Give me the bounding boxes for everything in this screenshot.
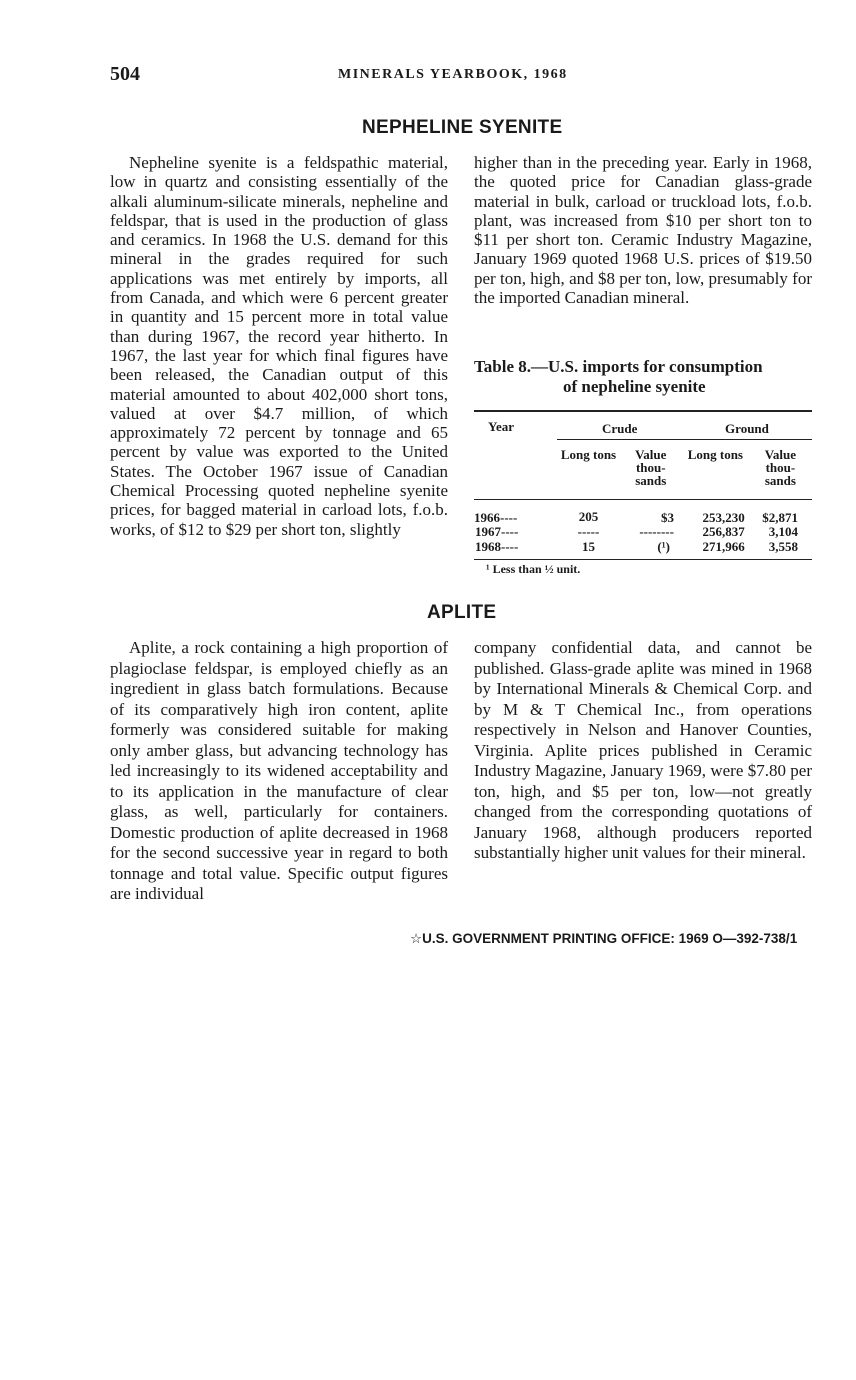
aplite-left-column: [110, 638, 448, 905]
header-crude: Crude: [557, 411, 682, 440]
cell-crude-tons: 205: [578, 509, 599, 524]
aplite-paragraph-continued: company confidential data, and cannot be published. Glass-grade aplite was mined in 1968 by International Minerals & Chemical Corp. and by M & T Chemical Inc., from operations respectively in Nelson and Hanover Counties, Virginia. Aplite prices published in Ceramic Industry Magazine, January 1969, were $7.80 per ton, high, and $5 per ton, low—not greatly changed from the corresponding quotations of January 1968, although producers reported substantially higher unit values for their mineral.: [474, 638, 812, 862]
cell-crude-value: $3: [660, 509, 674, 525]
header-ground: Ground: [682, 411, 812, 440]
header-crude-value: Value thou- sands: [635, 447, 667, 488]
printing-office-imprint: ☆U.S. GOVERNMENT PRINTING OFFICE: 1969 O—392-738/1: [410, 931, 798, 946]
cell-ground-tons: 271,966: [702, 538, 745, 554]
nepheline-paragraph-1: Nepheline syenite is a feldspathic material, low in quartz and consisting essentially of the alkali aluminum-silicate minerals, nepheline and feldspar, that is used in the production of glass and ceramics. In 1968 the U.S. demand for this mineral in the grades required for such applications was met entirely by imports, all from Canada, and which were 6 percent greater in quantity and 15 percent more in total value than during 1967, the record year hitherto. In 1967, the last year for which final figures have been released, the Canadian output of this material amounted to about 402,000 short tons, valued at over $4.7 million, of which approximately 72 percent by tonnage and 65 percent by value was exported to the United States. The October 1967 issue of Canadian Chemical Processing quoted nepheline syenite prices, for bagged material in carload lots, f.o.b. works, of $12 to $29 per short ton, slightly: [110, 153, 448, 539]
table-title: [474, 357, 812, 397]
header-crude-long-tons: Long tons: [560, 447, 617, 462]
cell-year: 1967----: [475, 524, 519, 539]
cell-crude-value: (¹): [657, 538, 670, 554]
cell-crude-tons: -----: [577, 524, 600, 539]
table-row: [474, 539, 812, 560]
cell-ground-tons: 253,230: [702, 509, 745, 525]
aplite-right-column: [474, 638, 812, 864]
table-title-line-2: of nepheline syenite: [563, 377, 706, 396]
nepheline-paragraph-continued: higher than in the preceding year. Early in 1968, the quoted price for Canadian glass-grade material in bulk, carload or truckload lots, f.o.b. plant, was increased from $10 per short ton to $11 per short ton. Ceramic Industry Magazine, January 1969 quoted 1968 U.S. prices of $19.50 per ton, high, and $8 per ton, low, presumably for the imported Canadian mineral.: [474, 153, 812, 308]
section-heading-aplite: APLITE: [427, 602, 497, 623]
header-year: Year: [488, 419, 514, 434]
header-ground-value: Value thou- sands: [764, 447, 797, 488]
table-footnote: ¹ Less than ½ unit.: [486, 562, 581, 576]
cell-ground-tons: 256,837: [702, 524, 745, 539]
header-ground-long-tons: Long tons: [687, 447, 743, 462]
running-head: MINERALS YEARBOOK, 1968: [338, 67, 568, 82]
nepheline-left-column: [110, 153, 448, 539]
cell-crude-tons: 15: [581, 539, 595, 554]
nepheline-right-column: [474, 153, 812, 307]
table-title-line-1: Table 8.—U.S. imports for consumption: [474, 357, 763, 376]
table-row: [474, 500, 812, 525]
cell-year: 1966----: [474, 509, 518, 525]
aplite-paragraph-1: Aplite, a rock containing a high proportion of plagioclase feldspar, is employed chiefly as an ingredient in glass batch formulations. Because of its comparatively high iron content, aplite formerly was considered suitable for making only amber glass, but advancing technology has led increasingly to its widened acceptability and to its application in the manufacture of clear glass, as well, particularly for containers. Domestic production of aplite decreased in 1968 for the second successive year in regard to both tonnage and total value. Specific output figures are individual: [110, 638, 448, 903]
imports-table: [474, 410, 812, 560]
cell-ground-value: 3,558: [768, 538, 798, 554]
section-heading-nepheline-syenite: NEPHELINE SYENITE: [362, 117, 563, 138]
table-row: [474, 524, 812, 539]
page-number: 504: [110, 63, 140, 85]
cell-ground-value: $2,871: [762, 509, 798, 525]
cell-ground-value: 3,104: [768, 524, 798, 539]
cell-year: 1968----: [475, 539, 519, 554]
cell-crude-value: --------: [639, 524, 674, 539]
